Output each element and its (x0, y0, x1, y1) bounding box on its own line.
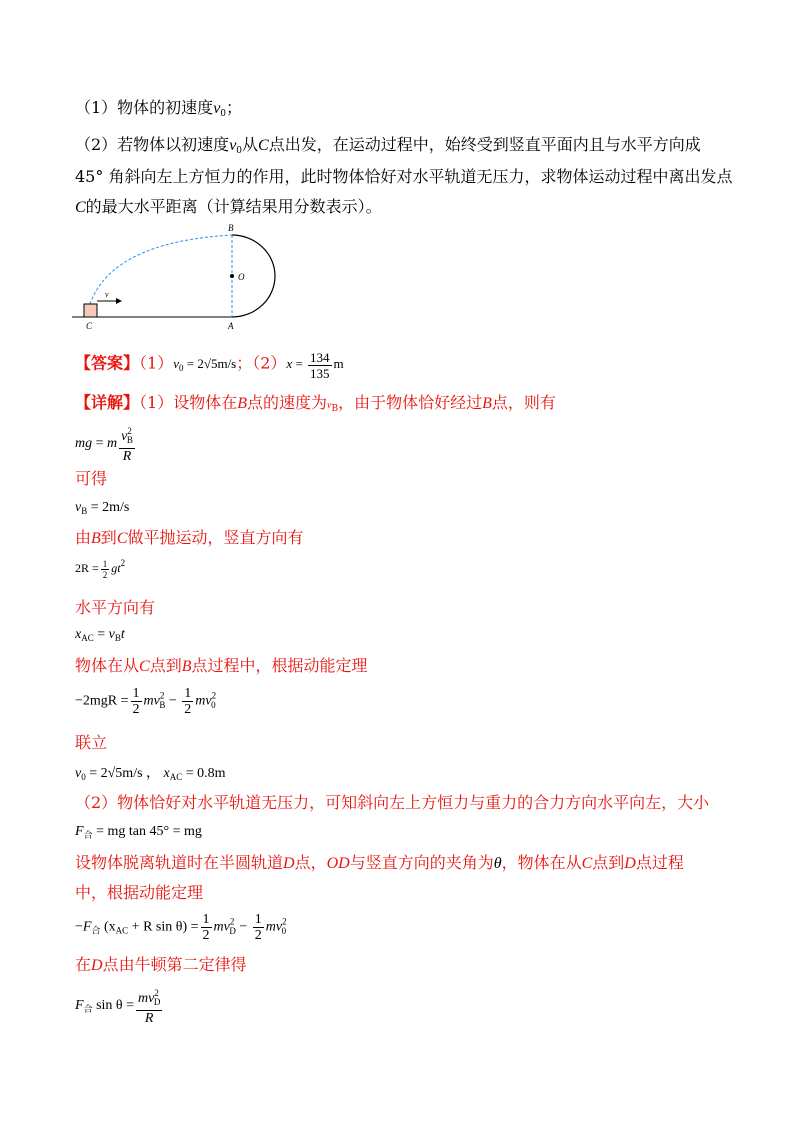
equation-8: $-F_合$ ($x_{AC} + R$ sin θ) = $\frac{1}{2}$ $mv^2_D$ − $\frac{1}{2}$ $mv^2_0$ (75, 912, 287, 943)
question-2-line-2: 45° 角斜向左上方恒力的作用，此时物体恰好对水平轨道无压力，求物体运动过程中离出发点 (75, 167, 733, 186)
label-b: B (228, 223, 234, 233)
label-a: A (228, 321, 234, 331)
label-c: C (86, 321, 93, 331)
center-point (230, 274, 234, 278)
question-1: （1）物体的初速度$v_0$； (75, 98, 243, 119)
question-2-line-3: C的最大水平距离（计算结果用分数表示）。 (75, 197, 382, 216)
bc-projectile-text: 由B到C做平抛运动，竖直方向有 (75, 528, 304, 547)
block (84, 304, 97, 317)
label-o: O (238, 272, 245, 282)
question-2-line-1: （2）若物体以初速度$v_0$从C点出发，在运动过程中，始终受到竖直平面内且与水平方向成 (75, 135, 701, 156)
kinetic-energy-text: 物体在从C点到B点过程中，根据动能定理 (75, 656, 368, 675)
part-2-energy-text: 中，根据动能定理 (75, 883, 204, 902)
equation-3: 2R = $\frac{1}{2}$ $gt^2$ (75, 558, 126, 580)
equation-2: $v_B = 2m/s$ (75, 500, 130, 516)
keyi-text: 可得 (75, 469, 108, 488)
part-2-detach-text: 设物体脱离轨道时在半圆轨道D点，OD与竖直方向的夹角为θ，物体在从C点到D点过程 (75, 853, 684, 872)
physics-diagram (72, 222, 292, 334)
part-2-text: （2）物体恰好对水平轨道无压力，可知斜向左上方恒力与重力的合力方向水平向左，大小 (75, 793, 710, 812)
equation-5: −2mgR = $\frac{1}{2}$ $mv^2_B$ − $\frac{1}{2}$ $mv^2_0$ (75, 686, 217, 717)
equation-1: mg = m $\frac{v^2_B}{R}$ (75, 426, 133, 464)
equation-7: $F_合$ = mg tan 45° = mg (75, 824, 202, 840)
answer-line: 【答案】$(1)v_0 = 2√5m/s$；（2）x = $\frac{134}{135}$ m (75, 350, 344, 381)
detail-line-1: 【详解】（1）设物体在B点的速度为$v_B$，由于物体恰好经过B点，则有 (75, 393, 556, 414)
trajectory-curve (90, 235, 232, 304)
equation-4: $x_{AC} = v_Bt$ (75, 627, 125, 643)
equation-9: $F_合$ sin θ = $\frac{mv^2_D}{R}$ (75, 988, 161, 1026)
newton-text: 在D点由牛顿第二定律得 (75, 955, 247, 974)
lianli-text: 联立 (75, 733, 108, 752)
arrow-head-icon (116, 298, 122, 304)
equation-6: $v_0 = 2√5m/s$ ， $x_{AC} = 0.8m$ (75, 766, 226, 782)
velocity-label: v (105, 290, 109, 299)
horizontal-text: 水平方向有 (75, 598, 156, 617)
